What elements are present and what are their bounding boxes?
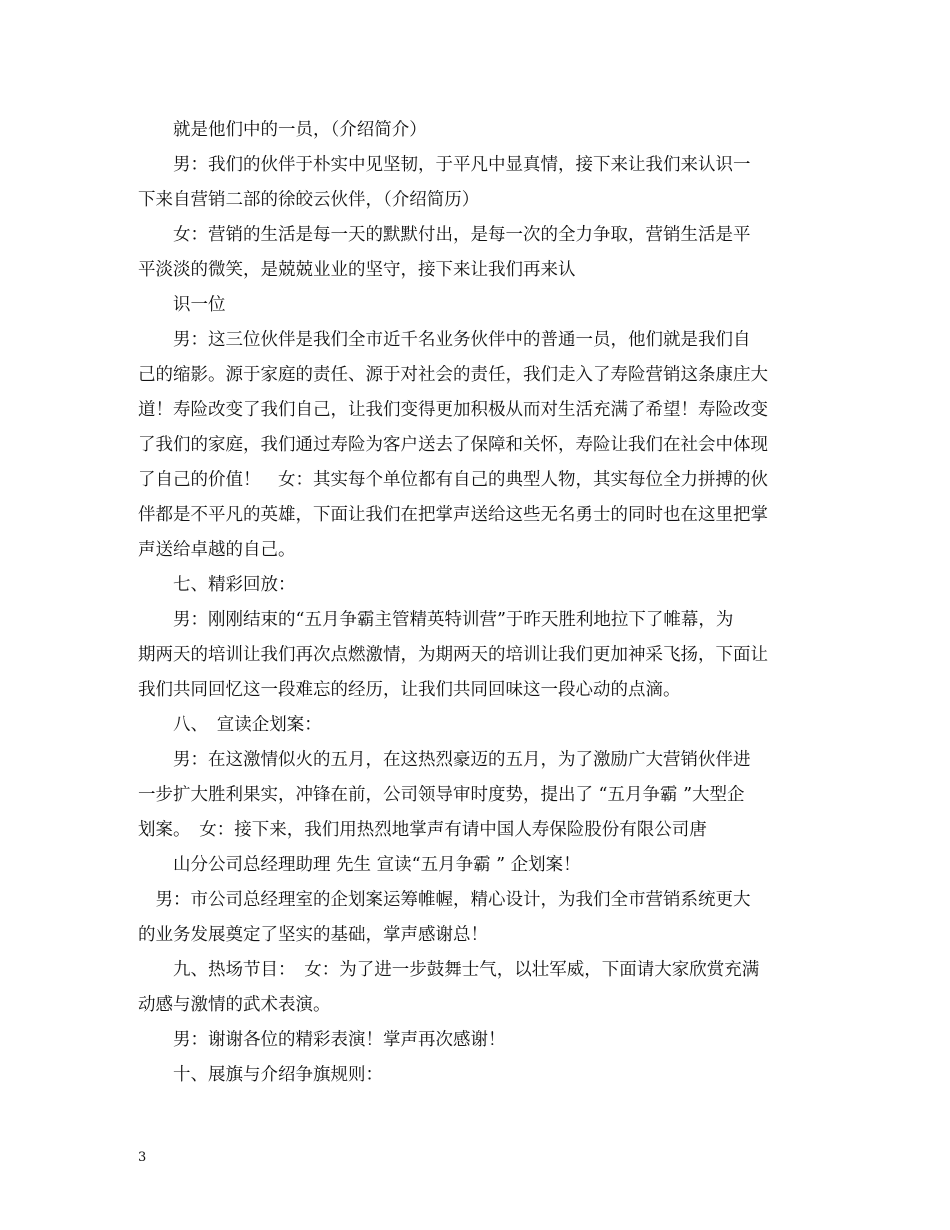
text-line: 我们共同回忆这一段难忘的经历，让我们共同回味这一段心动的点滴。 [138, 680, 681, 700]
text-line: 了自己的价值！ 女：其实每个单位都有自己的典型人物，其实每位全力拼搏的伙 [138, 470, 768, 490]
text-line: 了我们的家庭，我们通过寿险为客户送去了保障和关怀，寿险让我们在社会中体现 [138, 435, 768, 455]
text-line: 平淡淡的微笑，是兢兢业业的坚守，接下来让我们再来认 [138, 260, 576, 280]
text-line: 男：我们的伙伴于朴实中见坚韧，于平凡中显真情，接下来让我们来认识一 [138, 155, 751, 175]
section-heading: 七、精彩回放： [138, 575, 296, 595]
text-line: 男：刚刚结束的“五月争霸主管精英特训营”于昨天胜利地拉下了帷幕，为 [138, 610, 734, 630]
text-line: 的业务发展奠定了坚实的基础，掌声感谢总！ [138, 925, 488, 945]
text-line: 下来自营销二部的徐皎云伙伴，（介绍简历） [138, 190, 480, 210]
text-line: 山分公司总经理助理 先生 宣读“五月争霸 ” 企划案！ [138, 855, 581, 875]
text-line: 男：市公司总经理室的企划案运筹帷幄，精心设计，为我们全市营销系统更大 [138, 890, 751, 910]
text-line: 男：这三位伙伴是我们全市近千名业务伙伴中的普通一员，他们就是我们自 [138, 330, 751, 350]
page-number: 3 [138, 1150, 147, 1165]
text-line: 一步扩大胜利果实，冲锋在前，公司领导审时度势，提出了 “五月争霸 ”大型企 [138, 785, 745, 805]
text-line: 期两天的培训让我们再次点燃激情，为期两天的培训让我们更加神采飞扬，下面让 [138, 645, 768, 665]
text-line: 就是他们中的一员，（介绍简介） [138, 120, 427, 140]
section-heading: 八、 宣读企划案： [138, 715, 322, 735]
text-line: 己的缩影。源于家庭的责任、源于对社会的责任，我们走入了寿险营销这条康庄大 [138, 365, 768, 385]
text-line: 划案。 女：接下来，我们用热烈地掌声有请中国人寿保险股份有限公司唐 [138, 820, 707, 840]
text-line: 道！寿险改变了我们自己，让我们变得更加积极从而对生活充满了希望！寿险改变 [138, 400, 768, 420]
text-line: 动感与激情的武术表演。 [138, 995, 331, 1015]
section-heading: 九、热场节目： 女：为了进一步鼓舞士气，以壮军威，下面请大家欣赏充满 [138, 960, 760, 980]
text-line: 女：营销的生活是每一天的默默付出，是每一次的全力争取，营销生活是平 [138, 225, 751, 245]
text-line: 识一位 [138, 295, 226, 315]
text-line: 声送给卓越的自己。 [138, 540, 296, 560]
section-heading: 十、展旗与介绍争旗规则： [138, 1065, 383, 1085]
text-line: 男：在这激情似火的五月，在这热烈豪迈的五月，为了激励广大营销伙伴进 [138, 750, 751, 770]
text-line: 男：谢谢各位的精彩表演！掌声再次感谢！ [138, 1030, 506, 1050]
text-line: 伴都是不平凡的英雄，下面让我们在把掌声送给这些无名勇士的同时也在这里把掌 [138, 505, 768, 525]
